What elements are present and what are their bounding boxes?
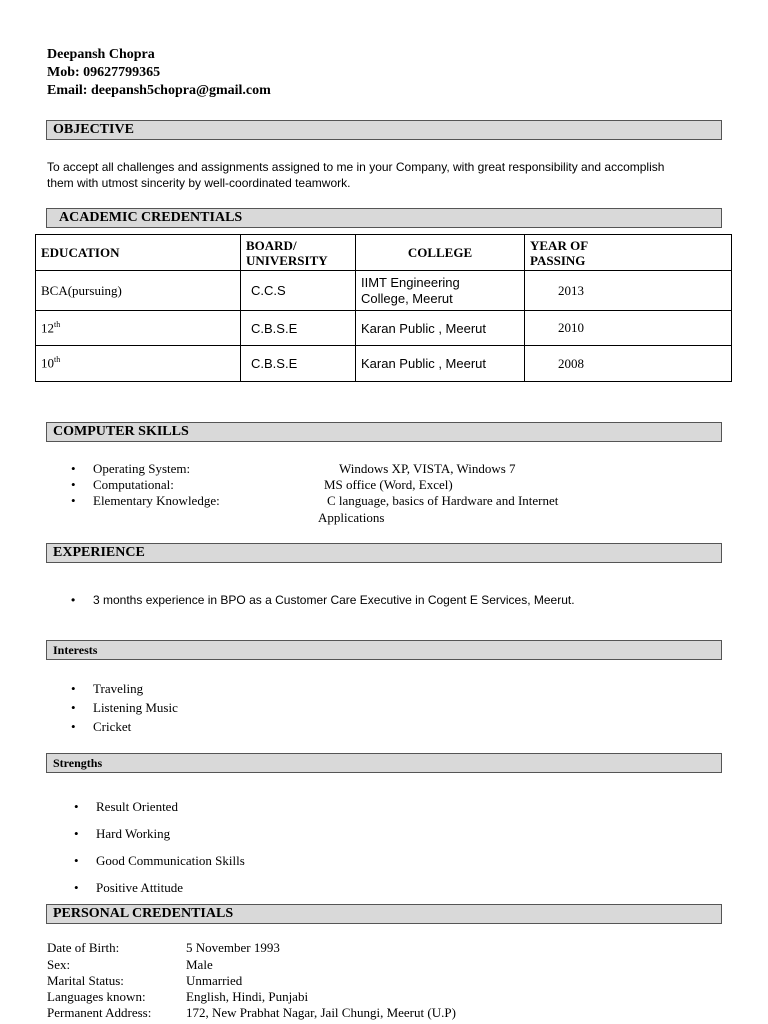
pc-value-sex: Male	[186, 957, 213, 972]
interest-item: • Traveling	[93, 681, 143, 697]
college-line-2: College, Meerut	[361, 290, 453, 306]
row-education	[36, 346, 241, 382]
strength-item: • Positive Attitude	[96, 880, 183, 896]
strength-item: • Result Oriented	[96, 799, 178, 815]
pc-value-dob: 5 November 1993	[186, 940, 280, 955]
education-text: BCA(pursuing)	[41, 282, 122, 298]
education-sup: th	[54, 319, 61, 329]
row-college	[356, 271, 525, 311]
objective-heading: OBJECTIVE	[46, 120, 722, 140]
experience-heading: EXPERIENCE	[46, 543, 722, 563]
skill-value-elementary-cont: Applications	[318, 510, 385, 525]
pc-label-marital: Marital Status:	[47, 973, 124, 988]
row-college: Karan Public , Meerut	[356, 311, 525, 346]
row-college: Karan Public , Meerut	[356, 346, 525, 382]
academic-heading: ACADEMIC CREDENTIALS	[46, 208, 722, 228]
mobile-number: Mob: 09627799365	[47, 65, 161, 80]
strength-item: • Good Communication Skills	[96, 853, 245, 869]
pc-value-languages: English, Hindi, Punjabi	[186, 989, 309, 1004]
header-board-line-2: UNIVERSITY	[246, 252, 328, 268]
table-row	[36, 311, 732, 346]
interest-item: • Listening Music	[93, 700, 178, 716]
skill-label-computational: Computational:	[93, 477, 174, 492]
pc-label-languages: Languages known:	[47, 989, 146, 1004]
header-college: COLLEGE	[356, 235, 525, 271]
experience-item: • 3 months experience in BPO as a Customer Care Executive in Cogent E Services, Meerut.	[93, 593, 575, 607]
row-board: C.B.S.E	[241, 311, 356, 346]
skill-label-elementary: Elementary Knowledge:	[93, 493, 220, 508]
email-address: Email: deepansh5chopra@gmail.com	[47, 83, 271, 98]
strengths-heading: Strengths	[46, 753, 722, 773]
row-year: 2013	[525, 271, 732, 311]
academic-table	[35, 234, 732, 382]
pc-label-dob: Date of Birth:	[47, 940, 120, 955]
header-year-line-2: PASSING	[530, 252, 586, 268]
pc-label-sex: Sex:	[47, 957, 71, 972]
skill-label-os: Operating System:	[93, 461, 191, 476]
row-board: C.C.S	[241, 271, 356, 311]
skill-value-computational: MS office (Word, Excel)	[324, 477, 453, 492]
row-education	[36, 311, 241, 346]
objective-line-2: them with utmost sincerity by well-coordinated teamwork.	[47, 176, 351, 190]
skill-value-os: Windows XP, VISTA, Windows 7	[339, 461, 516, 476]
header-year-line-1: YEAR OF	[530, 237, 589, 253]
header-board	[241, 235, 356, 271]
header-board-line-1: BOARD/	[246, 237, 297, 253]
education-sup: th	[54, 355, 61, 365]
objective-line-1: To accept all challenges and assignments assigned to me in your Company, with great responsibility and accomplish	[47, 160, 665, 174]
candidate-name: Deepansh Chopra	[47, 47, 155, 62]
pc-value-address: 172, New Prabhat Nagar, Jail Chungi, Meerut (U.P)	[186, 1005, 456, 1020]
header-education: EDUCATION	[36, 235, 241, 271]
header-year	[525, 235, 732, 271]
computer-skills-heading: COMPUTER SKILLS	[46, 422, 722, 442]
strength-item: • Hard Working	[96, 826, 170, 842]
personal-heading: PERSONAL CREDENTIALS	[46, 904, 722, 924]
skill-value-elementary: C language, basics of Hardware and Internet	[327, 493, 559, 508]
education-text: 12	[41, 320, 54, 336]
row-year: 2010	[525, 311, 732, 346]
row-board: C.B.S.E	[241, 346, 356, 382]
pc-value-marital: Unmarried	[186, 973, 243, 988]
interest-item: • Cricket	[93, 719, 131, 735]
education-text: 10	[41, 355, 54, 371]
table-row	[36, 346, 732, 382]
row-year: 2008	[525, 346, 732, 382]
row-education	[36, 271, 241, 311]
pc-label-address: Permanent Address:	[47, 1005, 152, 1020]
table-header-row	[36, 235, 732, 271]
college-line-1: IIMT Engineering	[361, 274, 460, 290]
table-row	[36, 271, 732, 311]
interests-heading: Interests	[46, 640, 722, 660]
